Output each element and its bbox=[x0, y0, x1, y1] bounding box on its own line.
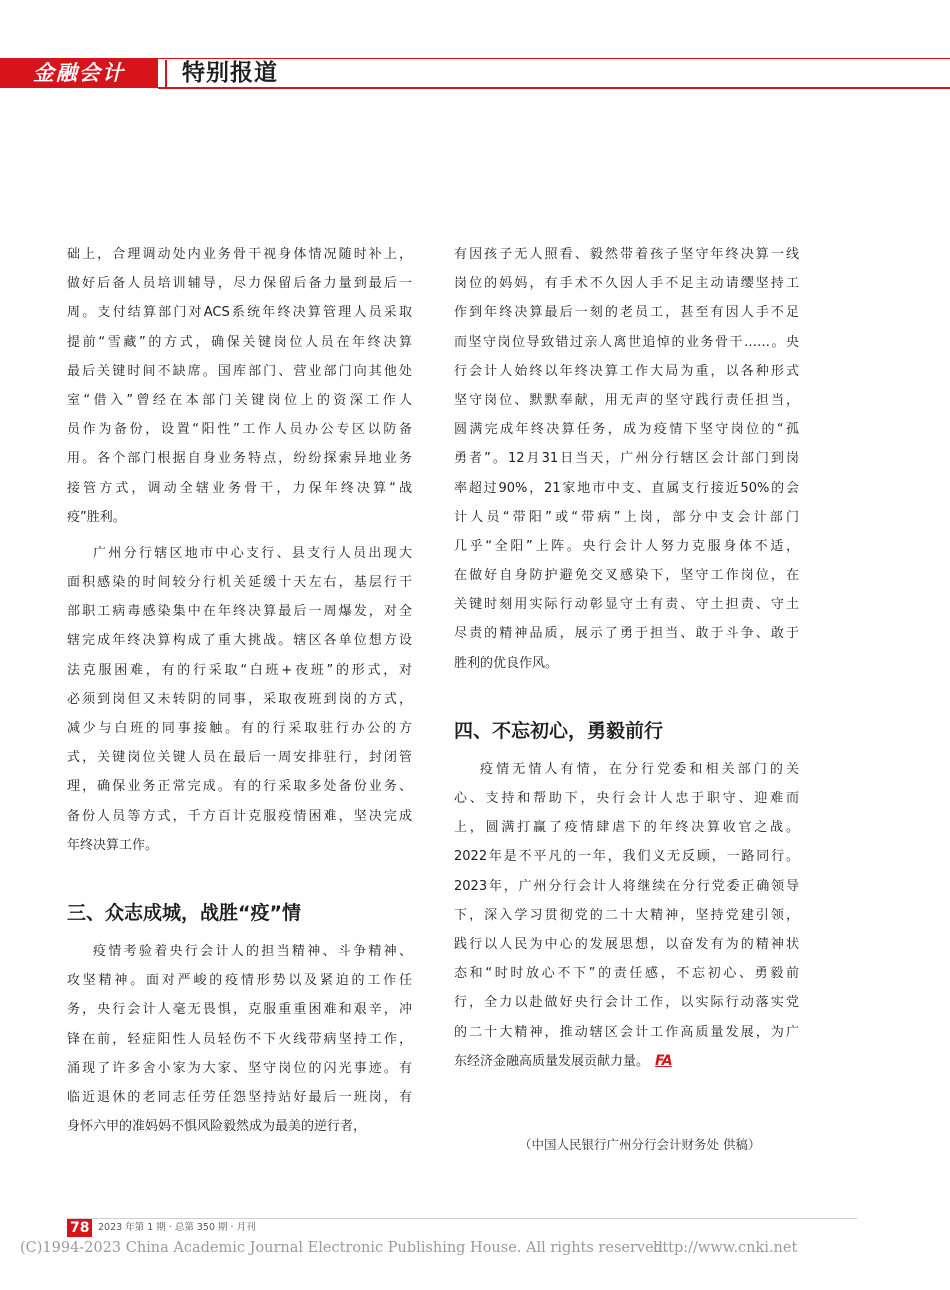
header-divider bbox=[165, 60, 167, 88]
text-line: 下，深入学习贯彻党的二十大精神，坚持党建引领， bbox=[454, 907, 799, 923]
text-line: 疫情考验着央行会计人的担当精神、斗争精神、 bbox=[93, 943, 412, 959]
text-line: 作到年终决算最后一刻的老员工，甚至有因人手不足 bbox=[454, 305, 799, 321]
section-heading-3: 三、众志成城，战胜“疫”情 bbox=[67, 901, 301, 924]
article-credit: （中国人民银行广州分行会计财务处 供稿） bbox=[519, 1137, 761, 1152]
journal-logo: 金融会计 bbox=[0, 58, 158, 88]
issue-info: 2023 年第 1 期 · 总第 350 期 · 月刊 bbox=[98, 1222, 256, 1233]
text-line: 理，确保业务正常完成。有的行采取多处备份业务、 bbox=[67, 779, 412, 795]
text-line: 心、支持和帮助下，央行会计人忠于职守、迎难而 bbox=[454, 791, 799, 806]
text-line: 减少与白班的同事接触。有的行采取驻行办公的方 bbox=[67, 721, 412, 736]
text-line: 锋在前，轻症阳性人员轻伤不下火线带病坚持工作， bbox=[67, 1031, 412, 1047]
text-line: 面积感染的时间较分行机关延缓十天左右，基层行干 bbox=[67, 575, 412, 591]
cnki-url: http://www.cnki.net bbox=[653, 1240, 798, 1256]
paragraph bbox=[454, 755, 799, 1076]
text-line: 计人员“带阳”或“带病”上岗，部分中支会计部门 bbox=[454, 509, 799, 525]
text-line: 上，圆满打赢了疫情肆虐下的年终决算收官之战。 bbox=[454, 820, 799, 836]
text-line: 务，央行会计人毫无畏惧，克服重重困难和艰辛，冲 bbox=[67, 1002, 412, 1018]
end-mark-logo: FA bbox=[655, 1052, 672, 1069]
text-line: 在做好自身防护避免交叉感染下，坚守工作岗位，在 bbox=[454, 568, 799, 584]
text-line: 率超过90%，21家地市中支、直属支行接近50%的会 bbox=[454, 480, 799, 496]
paragraph bbox=[67, 937, 412, 1141]
page-number: 78 bbox=[67, 1219, 92, 1237]
text-line: 年终决算工作。 bbox=[67, 837, 159, 853]
left-column bbox=[67, 240, 412, 1141]
text-line: 最后关键时间不缺席。国库部门、营业部门向其他处 bbox=[67, 363, 412, 379]
text-line: 周。支付结算部门对ACS系统年终决算管理人员采取 bbox=[67, 305, 412, 321]
text-line: 岗位的妈妈，有手术不久因人手不足主动请缨坚持工 bbox=[454, 276, 799, 292]
text-line: 有因孩子无人照看、毅然带着孩子坚守年终决算一线 bbox=[454, 247, 799, 262]
text-line: 础上，合理调动处内业务骨干视身体情况随时补上， bbox=[67, 247, 412, 262]
text-line: 坚守岗位、默默奉献，用无声的坚守践行责任担当， bbox=[454, 392, 799, 408]
text-line: 攻坚精神。面对严峻的疫情形势以及紧迫的工作任 bbox=[67, 973, 412, 989]
text-line: 临近退休的老同志任劳任怨坚持站好最后一班岗，有 bbox=[67, 1089, 412, 1105]
page-header bbox=[0, 58, 950, 90]
text-line: 用。各个部门根据自身业务特点，纷纷探索异地业务 bbox=[67, 451, 412, 467]
header-rule-bottom bbox=[158, 87, 950, 89]
text-line: 践行以人民为中心的发展思想，以奋发有为的精神状 bbox=[454, 936, 799, 952]
text-line: 法克服困难，有的行采取“白班+夜班”的形式，对 bbox=[67, 662, 412, 678]
text-line: 式，关键岗位关键人员在最后一周安排驻行，封闭管 bbox=[67, 750, 412, 766]
text-line: 勇者”。12月31日当天，广州分行辖区会计部门到岗 bbox=[454, 451, 799, 467]
text-line: 行会计人始终以年终决算工作大局为重，以各种形式 bbox=[454, 363, 799, 379]
text-line: 接管方式，调动全辖业务骨干，力保年终决算“战 bbox=[67, 480, 412, 496]
text-line: 涌现了许多舍小家为大家、坚守岗位的闪光事迹。有 bbox=[67, 1060, 412, 1076]
text-line: 做好后备人员培训辅导，尽力保留后备力量到最后一 bbox=[67, 276, 412, 292]
text-line: 员作为备份，设置“阳性”工作人员办公专区以防备 bbox=[67, 422, 412, 438]
text-line: 备份人员等方式，千方百计克服疫情困难，坚决完成 bbox=[67, 808, 412, 824]
text-line: 而坚守岗位导致错过亲人离世追悼的业务骨干……。央 bbox=[454, 334, 799, 350]
text-line: 疫情无情人有情，在分行党委和相关部门的关 bbox=[480, 761, 799, 777]
text-line: 部职工病毒感染集中在年终决算最后一周爆发，对全 bbox=[67, 604, 412, 620]
text-line: 行，全力以赴做好央行会计工作，以实际行动落实党 bbox=[454, 995, 799, 1011]
text-line: 关键时刻用实际行动彰显守土有责、守土担责、守土 bbox=[454, 597, 799, 613]
section-heading-4: 四、不忘初心，勇毅前行 bbox=[454, 719, 664, 742]
text-line: 提前“雪藏”的方式，确保关键岗位人员在年终决算 bbox=[67, 334, 412, 350]
right-column bbox=[454, 240, 799, 1076]
text-line: 辖完成年终决算构成了重大挑战。辖区各单位想方设 bbox=[67, 633, 412, 649]
text-line: 必须到岗但又未转阴的同事，采取夜班到岗的方式， bbox=[67, 691, 412, 707]
text-line: 身怀六甲的准妈妈不惧风险毅然成为最美的逆行者， bbox=[67, 1119, 367, 1135]
text-line: 广州分行辖区地市中心支行、县支行人员出现大 bbox=[93, 545, 412, 561]
text-line: 疫”胜利。 bbox=[67, 509, 126, 525]
text-line: 尽责的精神品质，展示了勇于担当、敢于斗争、敢于 bbox=[454, 626, 799, 642]
copyright-watermark: (C)1994-2023 China Academic Journal Electronic Publishing House. All rights reserved. bbox=[20, 1240, 668, 1256]
paragraph bbox=[67, 539, 412, 860]
text-line: 态和“时时放心不下”的责任感，不忘初心、勇毅前 bbox=[454, 966, 799, 982]
paragraph bbox=[454, 240, 799, 678]
footer-rule bbox=[67, 1218, 857, 1219]
paragraph bbox=[67, 240, 412, 532]
text-line: 几乎“全阳”上阵。央行会计人努力克服身体不适， bbox=[454, 538, 799, 554]
text-line: 的二十大精神，推动辖区会计工作高质量发展，为广 bbox=[454, 1024, 799, 1040]
text-line: 圆满完成年终决算任务，成为疫情下坚守岗位的“孤 bbox=[454, 422, 799, 438]
text-line: 2023年，广州分行会计人将继续在分行党委正确领导 bbox=[454, 878, 799, 894]
text-line: 室“借入”曾经在本部门关键岗位上的资深工作人 bbox=[67, 392, 412, 408]
section-title: 特别报道 bbox=[182, 59, 278, 86]
text-line: 2022年是不平凡的一年，我们义无反顾，一路同行。 bbox=[454, 849, 799, 865]
text-line: 胜利的优良作风。 bbox=[454, 655, 559, 671]
text-line: 东经济金融高质量发展贡献力量。 FA bbox=[454, 1047, 799, 1076]
